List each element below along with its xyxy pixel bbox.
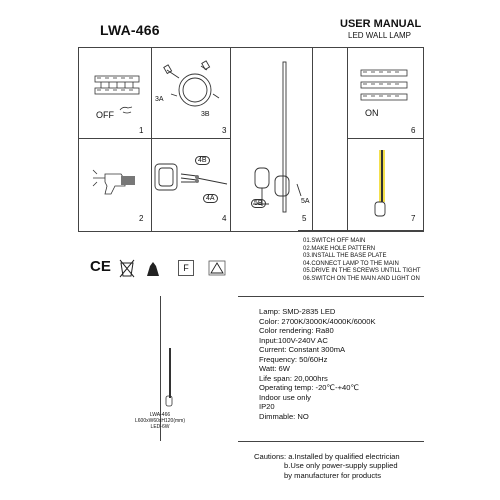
label-5a: 5A bbox=[301, 198, 310, 205]
spec-item: Input:100V-240V AC bbox=[259, 335, 328, 345]
step-item: 04.CONNECT LAMP TO THE MAIN bbox=[303, 260, 399, 267]
connect-wires-illustration bbox=[153, 150, 229, 208]
lamp-mount-illustration bbox=[239, 56, 309, 226]
cautions bbox=[254, 452, 400, 480]
silhouette-icon bbox=[144, 258, 162, 278]
label-4b: 4B bbox=[195, 156, 210, 165]
spec-item: Life span: 20,000hrs bbox=[259, 373, 328, 383]
spec-item: Lamp: SMD-2835 LED bbox=[259, 307, 336, 316]
certification-symbols bbox=[90, 258, 230, 278]
installation-steps bbox=[303, 238, 421, 284]
label-3a: 3A bbox=[155, 96, 164, 103]
lamp-lit-illustration bbox=[361, 146, 401, 226]
caption-dimensions: L600xW60xH120(mm) bbox=[134, 418, 186, 424]
base-plate-illustration bbox=[161, 60, 223, 126]
ce-mark-icon: CE bbox=[90, 258, 111, 275]
breaker-off-illustration bbox=[93, 74, 141, 112]
caution-line: Cautions: a.Installed by qualified electrician bbox=[254, 452, 400, 461]
step-item: 06.SWITCH ON THE MAIN AND LIGHT ON bbox=[303, 275, 420, 282]
step-item: 03.INSTALL THE BASE PLATE bbox=[303, 253, 387, 260]
panel-number-1: 1 bbox=[139, 126, 144, 135]
label-4a: 4A bbox=[203, 194, 218, 203]
panel-number-2: 2 bbox=[139, 214, 144, 223]
spec-item: Watt: 6W bbox=[259, 364, 290, 373]
step-item: 05.DRIVE IN THE SCREWS UNTILL TIGHT bbox=[303, 268, 421, 275]
product-thumbnail bbox=[160, 346, 180, 412]
spec-item: Dimmable: NO bbox=[259, 411, 309, 421]
steps-divider bbox=[298, 230, 424, 231]
manual-subtitle: LED WALL LAMP bbox=[348, 31, 411, 40]
caution-line: by manufacturer for products bbox=[284, 470, 382, 480]
step-item: 02.MAKE HOLE PATTERN bbox=[303, 245, 376, 252]
panel-number-3: 3 bbox=[222, 126, 227, 135]
spec-item: Current: Constant 300mA bbox=[259, 345, 346, 354]
installation-diagram bbox=[78, 47, 424, 232]
breaker-on-illustration bbox=[359, 68, 411, 108]
drill-illustration bbox=[91, 164, 143, 200]
specs-top-divider bbox=[238, 296, 424, 297]
spec-item: Operating temp: -20℃-+40℃ bbox=[259, 383, 360, 392]
panel-number-7: 7 bbox=[411, 214, 416, 223]
spec-item: IP20 bbox=[259, 402, 275, 411]
caption-model: LWA-466 bbox=[149, 412, 171, 418]
step-item: 01.SWITCH OFF MAIN bbox=[303, 238, 366, 244]
panel-number-5: 5 bbox=[302, 214, 307, 223]
panel-number-6: 6 bbox=[411, 126, 416, 135]
product-caption bbox=[130, 412, 190, 430]
model-number: LWA-466 bbox=[100, 22, 160, 38]
caution-line: b.Use only power-supply supplied bbox=[284, 461, 398, 471]
warning-triangle-icon bbox=[208, 258, 226, 278]
off-label: OFF bbox=[96, 110, 114, 120]
spec-item: Color rendering: Ra80 bbox=[259, 326, 334, 335]
manual-title: USER MANUAL bbox=[340, 18, 422, 30]
weee-bin-icon bbox=[118, 258, 136, 278]
specs-bottom-divider bbox=[238, 441, 424, 442]
on-label: ON bbox=[365, 108, 379, 118]
label-5b: 5B bbox=[251, 199, 266, 208]
pointing-hand-icon bbox=[119, 104, 133, 116]
spec-item: Frequency: 50/60Hz bbox=[259, 354, 328, 364]
spec-item: Indoor use only bbox=[259, 392, 311, 402]
caption-power: LED-6W bbox=[150, 424, 170, 430]
f-mark-icon: F bbox=[178, 260, 194, 276]
label-3b: 3B bbox=[201, 111, 210, 118]
specifications-list bbox=[259, 307, 376, 421]
panel-number-4: 4 bbox=[222, 214, 227, 223]
spec-item: Color: 2700K/3000K/4000K/6000K bbox=[259, 316, 376, 326]
